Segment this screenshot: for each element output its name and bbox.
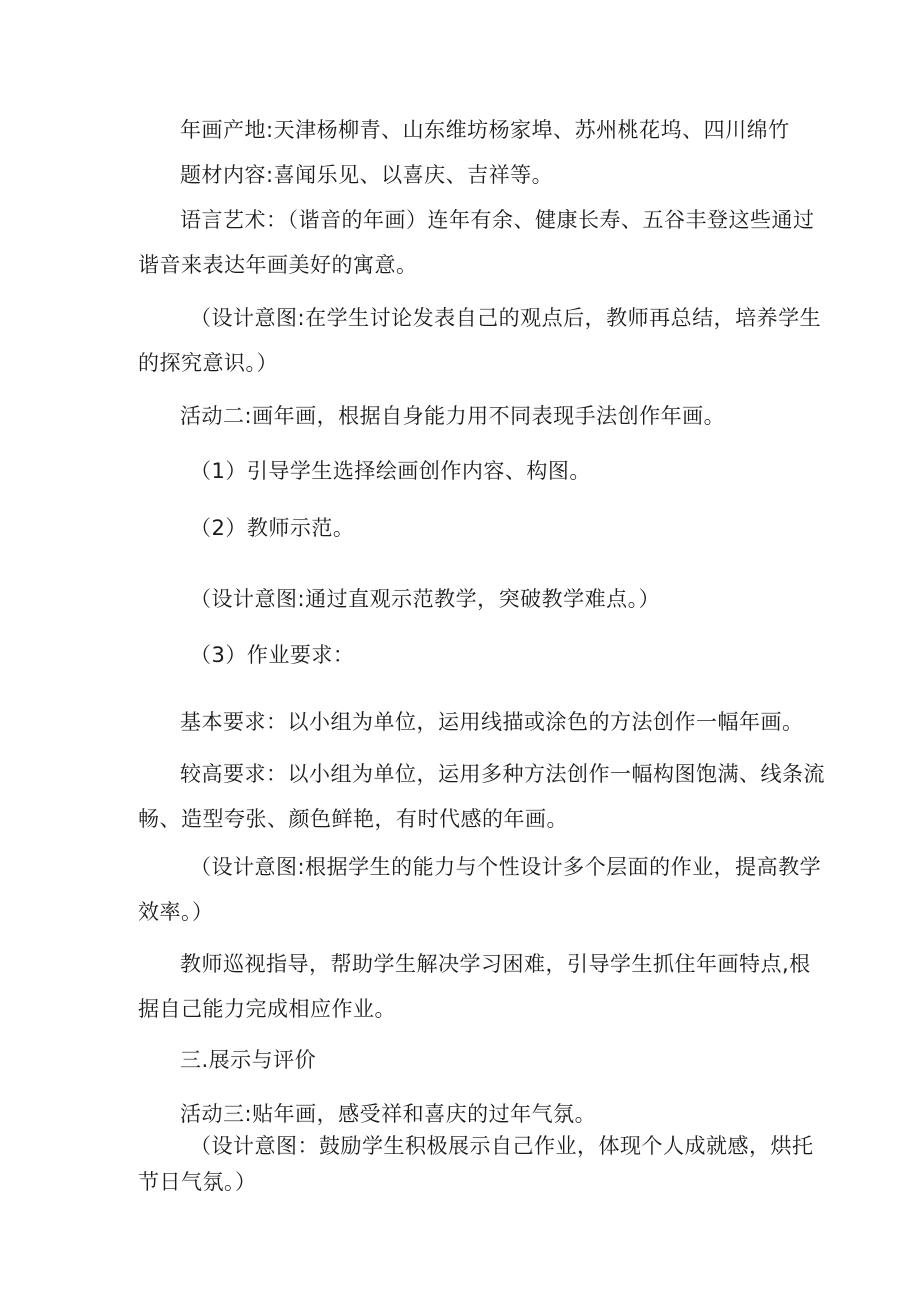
text-line: 谐音来表达年画美好的寓意。 bbox=[138, 253, 418, 277]
text-line: 活动三:贴年画，感受祥和喜庆的过年气氛。 bbox=[180, 1102, 597, 1126]
text-line: （1）引导学生选择绘画创作内容、构图。 bbox=[190, 459, 591, 483]
text-line: 效率。） bbox=[138, 900, 214, 924]
paragraph-advanced-requirement bbox=[138, 752, 825, 842]
text-line: 基本要求：以小组为单位，运用线描或涂色的方法创作一幅年画。 bbox=[180, 710, 804, 734]
text-line: （3）作业要求： bbox=[190, 643, 355, 667]
text-line: 的探究意识。） bbox=[138, 351, 278, 375]
text-line: 节日气氛。） bbox=[138, 1170, 257, 1194]
text-line: 活动二:画年画，根据自身能力用不同表现手法创作年画。 bbox=[180, 404, 726, 428]
paragraph-activity-2 bbox=[138, 394, 788, 439]
text-line: 据自己能力完成相应作业。 bbox=[138, 997, 396, 1021]
paragraph-step-1 bbox=[138, 449, 788, 494]
text-line: 教师巡视指导，帮助学生解决学习困难，引导学生抓住年画特点,根 bbox=[180, 952, 811, 976]
paragraph-language-art bbox=[138, 198, 815, 288]
text-line: 三.展示与评价 bbox=[180, 1048, 317, 1072]
text-line: 年画产地:天津杨柳青、山东维坊杨家埠、苏州桃花坞、四川绵竹 bbox=[180, 118, 790, 142]
text-line: 题材内容:喜闻乐见、以喜庆、吉祥等。 bbox=[180, 163, 554, 187]
paragraph-teacher-guidance bbox=[138, 942, 811, 1032]
paragraph-design-intent-1 bbox=[138, 296, 822, 386]
paragraph-design-intent-2 bbox=[138, 577, 788, 622]
section-heading-display-evaluation bbox=[138, 1038, 788, 1083]
text-line: 畅、造型夸张、颜色鲜艳，有时代感的年画。 bbox=[138, 807, 568, 831]
paragraph-design-intent-4 bbox=[138, 1128, 814, 1200]
paragraph-step-2 bbox=[138, 506, 788, 551]
text-line: 较高要求：以小组为单位，运用多种方法创作一幅构图饱满、线条流 bbox=[180, 762, 825, 786]
text-line: （2）教师示范。 bbox=[190, 516, 355, 540]
paragraph-origin bbox=[138, 108, 788, 153]
text-line: （设计意图:通过直观示范教学，突破教学难点。） bbox=[190, 587, 661, 611]
text-line: （设计意图:在学生讨论发表自己的观点后，教师再总结，培养学生 bbox=[190, 306, 822, 330]
text-line: 语言艺术：（谐音的年画）连年有余、健康长寿、五谷丰登这些通过 bbox=[180, 208, 815, 232]
text-line: （设计意图:根据学生的能力与个性设计多个层面的作业，提高教学 bbox=[190, 855, 822, 879]
paragraph-step-3 bbox=[138, 633, 788, 678]
paragraph-theme bbox=[138, 153, 788, 198]
text-line: （设计意图：鼓励学生积极展示自己作业，体现个人成就感，烘托 bbox=[190, 1134, 814, 1158]
paragraph-basic-requirement bbox=[138, 700, 804, 745]
paragraph-design-intent-3 bbox=[138, 845, 822, 935]
